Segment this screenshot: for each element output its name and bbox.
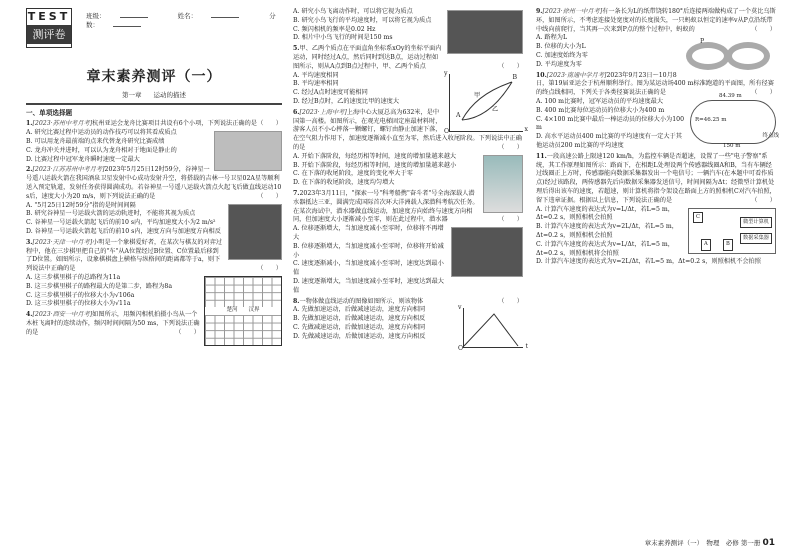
column-middle — [293, 8, 528, 352]
q4-option-d: D. 相片中小鸟飞行的时间是150 ms — [293, 34, 393, 42]
column-right — [536, 8, 779, 269]
q4-option-c: C. 频闪相机的频率是0.02 Hz — [293, 25, 376, 33]
running-track-figure — [690, 92, 779, 150]
q9-option-b: B. 位移的大小为L — [536, 43, 586, 51]
point-b-label: B — [512, 73, 517, 81]
q1-option-a: A. 研究比赛过程中运动员的动作技巧可以将其看成质点 — [26, 129, 177, 137]
q8-option-c: C. 先做减速运动，后做加速运动，速度方向相同 — [293, 323, 426, 331]
q1-option-c: C. 龙舟冲关并进时，可以认为龙舟相对于地面是静止的 — [26, 146, 177, 154]
question-8: 8.一物体做直线运动的图像如图所示，则该物体 （ ） v t O A. 先做加速运动，后做减速运动，速度方向相同 B. 先做加速运动，后做减速运动，速度方向相反 C. 先做减速运动，后做加速运动，速度方向相同 D. 先做减速运动，后做加速运动，速度方向相反 — [293, 297, 528, 352]
q9-option-d: D. 平均速度为零 — [536, 60, 582, 68]
axis-y-label: y — [444, 69, 448, 77]
question-11: 11.一段高速公路上限速120 km/h，为监控车辆是否超速，设置了一些"电子警察"系统，其工作原理如图所示：路面下，在相距L处埋设两个传感器线圈A和B，当有车辆经过线圈正上方时，传感器能向数据采集器发出一个电信号；一辆汽车(在本题中可看作质点)经过该路段，两传感器先后向数据采集器发送信号，时间间隔为Δt；经微型计算机处理后得出该车的速度，若超速，则计算机将指令架设在路面上方的照相机C对汽车拍照，留下违章证据。根据以上信息，下列说法正确的是 （ ） C 微型计算机 数据采集器 A B A. 计算汽车速度的表达式为v=L/Δt，若L=5 m，Δt=0.2 s，则照相机会拍照 B. 计算汽车速度的表达式为v=2L/Δt，若L=5 m，Δt=0.2 s，则照相机会拍照 C. 计算汽车速度的表达式为v=L/Δt，若L=5 m，Δt=0.2 s，则照相机将会拍照 D. 计算汽车速度的表达式为v=2L/Δt，若L=5 m，Δt=0.2 s，则照相机不会拍照 — [536, 152, 776, 266]
origin-label: O — [458, 344, 464, 352]
track-top-label: 84.39 m — [719, 92, 742, 99]
submersible-photo — [451, 227, 523, 277]
point-a-label: A — [456, 111, 461, 119]
q6-option-a: A. 开始下落阶段，每经历相等时间，速度的增加量越来越大 — [293, 152, 457, 160]
chapter-topic: 运动的描述 — [153, 90, 186, 99]
q2-option-b: B. 研究谷神星一号运载火箭的运动轨迹时，不能将其视为质点 — [26, 210, 196, 218]
q8-option-a: A. 先做加速运动，后做减速运动，速度方向相同 — [293, 306, 426, 314]
column-left — [26, 8, 282, 348]
name-field[interactable]: 姓名： — [178, 12, 254, 20]
divider — [26, 103, 282, 105]
q11-option-a: A. 计算汽车速度的表达式为v=L/Δt，若L=5 m，Δt=0.2 s，则照相机会拍照 — [536, 205, 674, 222]
path-yi-label: 乙 — [492, 105, 499, 113]
rocket-launch-photo — [228, 204, 282, 260]
q3-option-b: B. 这三步棋里棋子的路程最大的是第二步，路程为8a — [26, 282, 173, 290]
q3-option-d: D. 这三步棋里棋子的位移大小为√11a — [26, 300, 131, 308]
q2-option-c: C. 谷神星一号运载火箭起飞后的前10 s内，平均加速度大小为2 m/s² — [26, 219, 216, 227]
q5-option-a: A. 平均速度相同 — [293, 71, 339, 79]
q3-option-c: C. 这三步棋里棋子的位移大小为√106a — [26, 291, 135, 299]
q6-option-b: B. 开始下落阶段，每经历相等时间，速度的增加量越来越小 — [293, 161, 457, 169]
bird-flight-photo — [447, 10, 523, 54]
q5-option-d: D. 经过B点时，乙的速度比甲的速度大 — [293, 97, 400, 105]
q5-option-c: C. 经过A点时速度可能相同 — [293, 89, 368, 97]
q4-option-b: B. 研究小鸟飞行的平均速度时，可以将它视为质点 — [293, 16, 432, 24]
chess-board-figure — [204, 276, 282, 346]
track-bottom-label: 150 m — [723, 143, 741, 150]
logo-top: TEST — [27, 10, 71, 23]
q11-option-d: D. 计算汽车速度的表达式为v=2L/Δt，若L=5 m，Δt=0.2 s，则照相机不会拍照 — [536, 258, 761, 266]
river-label: 楚河 汉界 — [205, 307, 281, 315]
question-4-options — [293, 8, 523, 43]
q2-option-a: A. "5月25日12时59分"指的是时间间隔 — [26, 201, 136, 209]
logo-bottom: 测评卷 — [27, 25, 71, 45]
class-field[interactable]: 班级： — [86, 12, 162, 20]
shanghai-tower-photo — [483, 155, 523, 213]
q3-option-a: A. 这三步棋里棋子的总路程为11a — [26, 274, 121, 281]
page-title: 章末素养测评（一） — [86, 69, 222, 85]
student-info — [86, 12, 282, 30]
q6-option-d: D. 在下落的收尾阶段，速度均匀增大 — [293, 179, 395, 187]
q9-option-c: C. 加速度始终为零 — [536, 51, 588, 59]
mobius-strip-figure — [686, 36, 776, 76]
q10-option-b: B. 400 m比赛每位运动员的位移大小为400 m — [536, 106, 665, 114]
q10-option-a: A. 100 m比赛时，冠军运动员的平均速度最大 — [536, 97, 664, 105]
axis-t-label: t — [525, 342, 528, 350]
question-6: 6.[2023·上海中考]上海中心大厦总高为632米，是中国第一高楼。如图所示，在观光电梯固定座最材料时，游客人员不小心摔落一颗螺钉，螺钉由静止加速下落，在空气阻力作用下，加速度逐渐减小直至为零，然后进入收尾阶段。下列说法中正确的是 （ ） A. 开始下落阶段，每经历相等时间，速度的增加量越来越大 B. 开始下落阶段，每经历相等时间，速度的增加量越来越小 C. 在下落的收尾阶段，速度的变化率大于零 D. 在下落的收尾阶段，速度均匀增大 — [293, 109, 523, 188]
sensor-a-label: A — [701, 239, 711, 250]
dragon-boat-photo — [214, 131, 282, 171]
q11-option-c: C. 计算汽车速度的表达式为v=L/Δt，若L=5 m，Δt=0.2 s，则照相机将会拍照 — [536, 240, 674, 257]
finish-line-label: 终点线 — [762, 133, 779, 140]
q1-option-b: B. 可以用龙舟最前端的点来代替龙舟研究比赛成绩 — [26, 138, 165, 146]
question-1: 1.[2023·苏州中考月考]杭州亚运会龙舟比赛项目共设有6个小项，下列说法正确的是 （ ） A. 研究比赛过程中运动员的动作技巧可以将其看成质点 B. 可以用龙舟最前端的点来代替龙舟研究比赛成绩 C. 龙舟冲关并进时，可以认为龙舟相对于地面是静止的 D. 比赛过程中冠军龙舟瞬时速度一定最大 — [26, 120, 282, 164]
computer-label: 微型计算机 — [740, 217, 772, 228]
q2-option-d: D. 谷神星一号运载火箭起飞后的前10 s内，速度方向与加速度方向相反 — [26, 228, 221, 236]
q9-option-a: A. 路程为L — [536, 34, 568, 42]
q4-option-a: A. 研究小鸟飞离动作时，可以将它视为质点 — [293, 8, 413, 15]
score-field[interactable]: 分数： — [86, 12, 276, 30]
q7-option-c: C. 速度逐渐减小，当加速度减小至零时，速度达到最小值 — [293, 260, 444, 277]
q7-option-b: B. 位移逐渐增大，当加速度减小至零时，位移将开始减小 — [293, 242, 444, 259]
path-jia-label: 甲 — [474, 91, 481, 99]
data-collector-label: 数据采集器 — [740, 233, 772, 244]
header-bar — [26, 8, 282, 50]
page-number: 01 — [762, 538, 775, 549]
axis-v-label: v — [458, 304, 462, 312]
q10-option-c: C. 4×100 m比赛中最后一棒运动员的位移大小为100 m — [536, 115, 685, 132]
question-9: 9.[2023·徐州一中月考]有一条长为L的纸带饶转180°后连接两端做构成了一个莫比乌斯环，如图所示，不考虑连接处宽度对的长度损失，一只蚂蚁以恒定的速率v从P点沿纸带中线向前爬行，当其再一次来到P点的整个过程中，蚂蚁的 （ ） P A. 路程为L B. 位移的大小为L C. 加速度始终为零 D. 平均速度为零 — [536, 8, 776, 70]
track-radius-label: R=46.25 m — [695, 116, 727, 123]
q7-option-d: D. 速度逐渐增大，当加速度减小至零时，速度达到最大值 — [293, 277, 444, 294]
q1-option-d: D. 比赛过程中冠军龙舟瞬时速度一定最大 — [26, 155, 140, 163]
q8-option-b: B. 先做加速运动，后做减速运动，速度方向相反 — [293, 315, 426, 323]
section-heading: 一、单项选择题 — [26, 109, 73, 118]
axis-x-label: x — [524, 125, 528, 133]
camera-label: C — [693, 212, 703, 223]
velocity-time-graph — [458, 304, 528, 352]
q7-option-a: A. 位移逐渐增大，当加速度减小至零时，位移将不再增大 — [293, 225, 444, 241]
q5-option-b: B. 平均速率相同 — [293, 80, 339, 88]
chapter-subtitle — [26, 91, 282, 100]
q8-option-d: D. 先做减速运动，后做加速运动，速度方向相反 — [293, 332, 426, 340]
origin-label: O — [444, 127, 450, 135]
chapter-number: 第一章 — [122, 90, 142, 99]
question-5: 5.甲、乙两个质点在平面直角坐标系xOy的坐标平面内运动，同时经过A点，然后同时到达B点，运动过程如图所示，则从A点到B点过程中，甲、乙两个质点 （ ） y x O A B 甲 乙 A. 平均速度相同 B. 平均速率相同 C. 经过A点时速度可能相同 D. 经过B点时，乙的速度比甲的速度大 — [293, 45, 528, 135]
speed-camera-diagram — [688, 208, 776, 254]
q10-option-d: D. 高水平运动员400 m比赛的平均速度有一定大于其他运动员200 m比赛的平均速度 — [536, 133, 682, 149]
question-10: 10.[2023·南通中学月考]2023年9月23日～10月8日，第19届亚运会于杭州顺利举行。图为某运动场400 m标准跑道的平面图，所有径赛的终点线相同，下列关于各类径赛说法正确的是 （ ） 84.39 m R=46.25 m 150 m 终点线 A. 100 m比赛时，冠军运动员的平均速度最大 B. 400 m比赛每位运动员的位移大小为400 m C. 4×100 m比赛中最后一棒运动员的位移大小为100 m D. 高水平运动员400 m比赛的平均速度有一定大于其他运动员200 m比赛的平均速度 — [536, 71, 779, 150]
q6-option-c: C. 在下落的收尾阶段，速度的变化率大于零 — [293, 170, 413, 178]
page-footer — [645, 537, 775, 550]
question-4: 4.[2023·西安一中月考]如图所示，用频闪相机拍摄小鸟从一个木桩飞离时的连续动作，频闪时间间隔为50 ms，下列说法正确的是 （ ） — [26, 311, 200, 336]
trajectory-graph — [444, 69, 528, 135]
question-7: 7.2023年3月11日，"探索一号"科考船携"奋斗者"号全海深载人潜水器抵达三亚，圆满完成国际首次环大洋洲载人深潜科考航次任务。在某次海试中，潜水器做直线运动，加速度方向始终与速度方向相同，但加速度大小逐渐减小至零，则在此过程中，潜水器 （ ） A. 位移逐渐增大，当加速度减小至零时，位移将不再增大 B. 位移逐渐增大，当加速度减小至零时，位移将开始减小 C. 速度逐渐减小，当加速度减小至零时，速度达到最小值 D. 速度逐渐增大，当加速度减小至零时，速度达到最大值 — [293, 189, 523, 294]
point-p-label: P — [700, 38, 705, 46]
question-3: 3.[2023·天津一中月考]小明是一个象棋爱好者，在某次与棋友的对弈过程中，他在三步棋里把自己的"车"从A位置经过B位置、C位置最后移到了D位置。如图所示，设象棋棋盘上横格与纵格间的距离都等于a，则下列说法中正确的是 （ ） 楚河 汉界 A. 这三步棋里棋子的总路程为11a B. 这三步棋里棋子的路程最大的是第二步，路程为8a C. 这三步棋里棋子的位移大小为√106a D. 这三步棋里棋子的位移大小为√11a — [26, 239, 282, 309]
test-logo — [26, 8, 72, 48]
question-2: 2.[2023·江苏苏州中考月考]2023年5月25日12时59分，谷神星一号遥八运载火箭在我国酒泉卫星发射中心成功发射升空，将搭载的吉林一号卫星02A星等顺利送入预定轨道，发射任务获得圆满成功。若谷神星一号遥八运载火箭点火起飞后做直线运动10 s后，速度大小为20 m/s，则下列说法正确的是 （ ） A. "5月25日12时59分"指的是时间间隔 B. 研究谷神星一号运载火箭的运动轨迹时，不能将其视为质点 C. 谷神星一号运载火箭起飞后的前10 s内，平均加速度大小为2 m/s² D. 谷神星一号运载火箭起飞后的前10 s内，速度方向与加速度方向相反 — [26, 166, 282, 236]
footer-text: 章末素养测评（一） 物理 必修 第一册 — [644, 539, 761, 548]
q11-option-b: B. 计算汽车速度的表达式为v=2L/Δt，若L=5 m，Δt=0.2 s，则照相机会拍照 — [536, 223, 678, 239]
sensor-b-label: B — [723, 239, 733, 250]
